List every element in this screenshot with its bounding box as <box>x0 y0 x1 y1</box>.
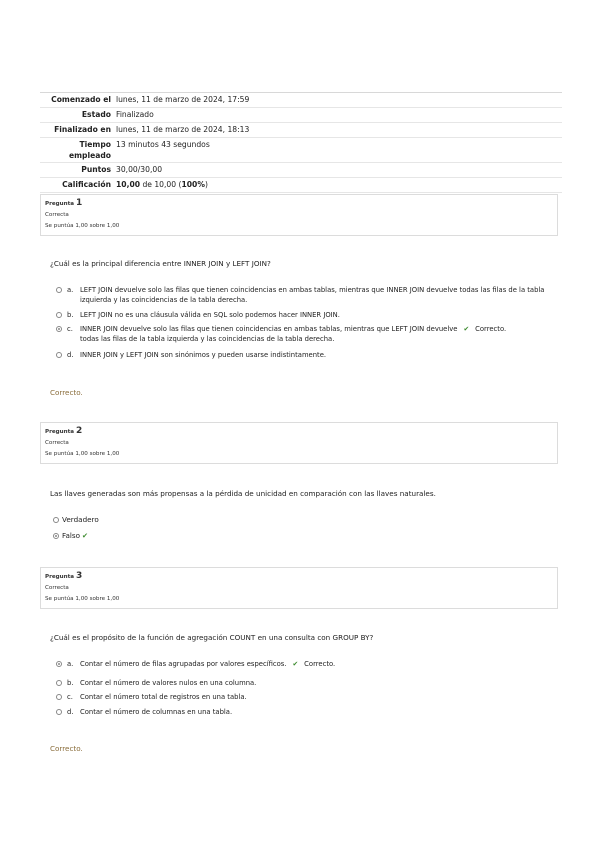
option-3a[interactable] <box>56 659 556 669</box>
radio-icon[interactable] <box>56 352 62 358</box>
question-prefix: Pregunta <box>45 201 75 207</box>
summary-row-time <box>40 137 562 162</box>
summary-value: Finalizado <box>116 110 154 119</box>
summary-label: Estado <box>81 110 111 119</box>
check-icon: ✔ <box>82 531 89 540</box>
option-1d[interactable] <box>56 350 556 360</box>
option-text: INNER JOIN y LEFT JOIN son sinónimos y pueden usarse indistintamente. <box>80 351 327 359</box>
option-text-line2: todas las filas de la tabla izquierda y las coincidencias de la tabla derecha. <box>80 335 335 343</box>
summary-row-grade <box>40 177 562 193</box>
question-score: Se puntúa 1,00 sobre 1,00 <box>45 596 120 602</box>
question-number: 3 <box>76 571 83 581</box>
option-text-line1: Contar el número de filas agrupadas por valores específicos. <box>80 660 287 668</box>
radio-selected-icon[interactable] <box>56 661 62 667</box>
grade-percent: 100% <box>181 180 205 189</box>
question-status: Correcta <box>45 212 69 218</box>
option-1c[interactable] <box>56 324 556 344</box>
question-text-2: Las llaves generadas son más propensas a la pérdida de unicidad en comparación con las llaves naturales. <box>50 489 436 498</box>
option-text: LEFT JOIN no es una cláusula válida en SQL solo podemos hacer INNER JOIN. <box>80 311 340 319</box>
summary-value: lunes, 11 de marzo de 2024, 18:13 <box>116 125 250 134</box>
summary-row-finished <box>40 122 562 137</box>
summary-row-points <box>40 162 562 177</box>
question-info-2 <box>40 422 558 464</box>
summary-value: lunes, 11 de marzo de 2024, 17:59 <box>116 95 250 104</box>
option-text: Falso <box>62 531 81 540</box>
correct-label: Correcto. <box>475 325 507 333</box>
summary-value: 13 minutos 43 segundos <box>116 140 210 149</box>
option-text: Verdadero <box>62 515 99 524</box>
option-1a[interactable] <box>56 285 556 305</box>
option-true[interactable] <box>53 515 99 524</box>
summary-label: Finalizado en <box>54 125 111 134</box>
option-letter: b. <box>67 311 74 319</box>
grade-value: 10,00 <box>116 180 141 189</box>
question-number: 1 <box>76 198 83 208</box>
option-3b[interactable] <box>56 678 556 688</box>
option-text: Contar el número total de registros en una tabla. <box>80 693 247 701</box>
radio-icon[interactable] <box>56 287 62 293</box>
option-text <box>80 659 556 669</box>
summary-row-state <box>40 107 562 122</box>
question-score: Se puntúa 1,00 sobre 1,00 <box>45 451 120 457</box>
question-heading <box>45 426 553 438</box>
question-status: Correcta <box>45 585 69 591</box>
option-1b[interactable] <box>56 310 556 320</box>
question-status: Correcta <box>45 440 69 446</box>
question-prefix: Pregunta <box>45 429 75 435</box>
option-false[interactable] <box>53 531 88 540</box>
question-info-1 <box>40 194 558 236</box>
summary-label: Tiempo empleado <box>68 140 111 160</box>
option-letter: c. <box>67 325 73 333</box>
grade-mid: de 10,00 ( <box>140 180 182 189</box>
option-3c[interactable] <box>56 692 556 702</box>
question-score: Se puntúa 1,00 sobre 1,00 <box>45 223 120 229</box>
option-text: LEFT JOIN devuelve solo las filas que tienen coincidencias en ambas tablas, mientras que INNER JOIN devuelve todas las filas de la tabla izquierda y las coincidencias de la tabla derecha. <box>80 286 545 304</box>
attempt-summary <box>40 92 562 193</box>
question-heading <box>45 571 553 583</box>
option-text-line1: INNER JOIN devuelve solo las filas que tienen coincidencias en ambas tablas, mientras que LEFT JOIN devuelve <box>80 325 458 333</box>
summary-row-started <box>40 92 562 107</box>
radio-icon[interactable] <box>56 694 62 700</box>
check-icon: ✔ <box>463 325 470 333</box>
option-letter: a. <box>67 286 74 294</box>
question-info-3 <box>40 567 558 609</box>
correct-label: Correcto. <box>304 660 336 668</box>
grade-end: ) <box>204 180 208 189</box>
check-icon: ✔ <box>292 660 299 668</box>
question-heading <box>45 198 553 210</box>
radio-icon[interactable] <box>56 709 62 715</box>
summary-value: 30,00/30,00 <box>116 165 163 174</box>
radio-icon[interactable] <box>56 680 62 686</box>
option-letter: b. <box>67 679 74 687</box>
feedback-1: Correcto. <box>50 388 83 397</box>
option-text <box>80 324 556 344</box>
question-prefix: Pregunta <box>45 574 75 580</box>
summary-value <box>116 179 562 191</box>
option-letter: d. <box>67 351 74 359</box>
question-text-1: ¿Cuál es la principal diferencia entre INNER JOIN y LEFT JOIN? <box>50 259 271 268</box>
option-letter: a. <box>67 660 74 668</box>
radio-icon[interactable] <box>56 312 62 318</box>
feedback-3: Correcto. <box>50 744 83 753</box>
radio-selected-icon[interactable] <box>53 533 59 539</box>
question-number: 2 <box>76 426 83 436</box>
radio-selected-icon[interactable] <box>56 326 62 332</box>
radio-icon[interactable] <box>53 517 59 523</box>
question-text-3: ¿Cuál es el propósito de la función de agregación COUNT en una consulta con GROUP BY? <box>50 633 374 642</box>
option-text: Contar el número de columnas en una tabla. <box>80 708 233 716</box>
summary-label: Puntos <box>81 165 111 174</box>
option-letter: c. <box>67 693 73 701</box>
option-letter: d. <box>67 708 74 716</box>
option-3d[interactable] <box>56 707 556 717</box>
summary-label: Comenzado el <box>51 95 111 104</box>
option-text: Contar el número de valores nulos en una columna. <box>80 679 257 687</box>
summary-label: Calificación <box>62 180 111 189</box>
